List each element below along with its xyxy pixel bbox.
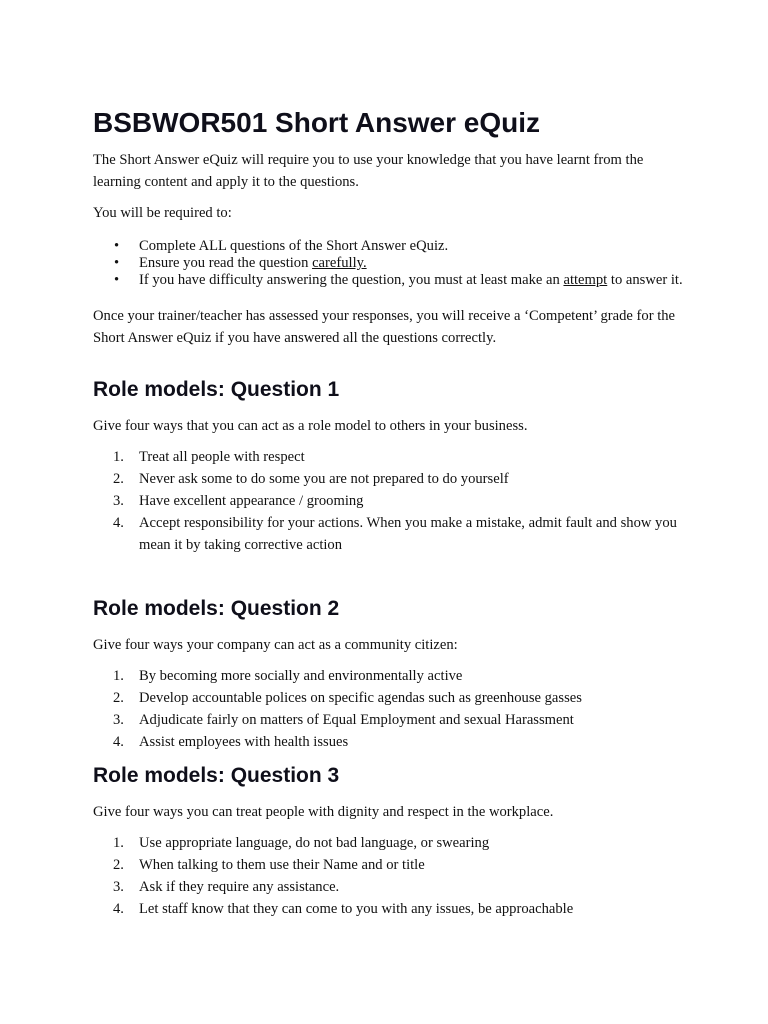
emphasis-underlined: attempt	[563, 272, 608, 288]
answer-number: 4.	[113, 734, 124, 750]
answer-item	[93, 468, 683, 490]
answer-item	[93, 876, 683, 898]
answer-text: Adjudicate fairly on matters of Equal Employment and sexual Harassment	[139, 712, 574, 728]
answer-list	[93, 665, 683, 753]
answer-item	[93, 687, 683, 709]
list-item	[93, 255, 683, 272]
answer-number: 1.	[113, 668, 124, 684]
answer-text: Use appropriate language, do not bad language, or swearing	[139, 835, 490, 851]
answer-text: When talking to them use their Name and or title	[139, 857, 425, 873]
answer-item	[93, 731, 683, 753]
question-2-section	[93, 596, 683, 753]
answer-text: By becoming more socially and environmentally active	[139, 668, 463, 684]
answer-number: 3.	[113, 712, 124, 728]
answer-list	[93, 832, 683, 920]
bullet-icon: •	[114, 255, 120, 271]
answer-number: 2.	[113, 471, 124, 487]
answer-item	[93, 490, 683, 512]
list-item-text-suffix: to answer it.	[607, 272, 683, 288]
closing-paragraph: Once your trainer/teacher has assessed your responses, you will receive a ‘Competent’ grade for the Short Answer eQuiz if you have answered all the questions correctly.	[93, 308, 676, 346]
question-prompt: Give four ways that you can act as a role model to others in your business.	[93, 418, 528, 434]
intro-section	[93, 149, 683, 349]
answer-text: Accept responsibility for your actions. When you make a mistake, admit fault and show you mean it by taking corrective action	[139, 515, 677, 553]
answer-number: 4.	[113, 515, 124, 531]
bullet-icon: •	[114, 238, 120, 254]
answer-number: 1.	[113, 449, 124, 465]
intro-paragraph: The Short Answer eQuiz will require you to use your knowledge that you have learnt from the learning content and apply it to the questions.	[93, 152, 644, 190]
bullet-icon: •	[114, 272, 120, 288]
question-1-section	[93, 377, 683, 556]
emphasis-underlined: carefully.	[312, 255, 367, 271]
answer-text: Develop accountable polices on specific agendas such as greenhouse gasses	[139, 690, 582, 706]
page-title: BSBWOR501 Short Answer eQuiz	[93, 107, 541, 138]
answer-item	[93, 832, 683, 854]
answer-item	[93, 898, 683, 920]
answer-item	[93, 446, 683, 468]
answer-number: 1.	[113, 835, 124, 851]
answer-number: 3.	[113, 493, 124, 509]
answer-item	[93, 665, 683, 687]
question-heading: Role models: Question 2	[93, 597, 340, 620]
answer-number: 2.	[113, 857, 124, 873]
answer-list	[93, 446, 683, 556]
answer-text: Never ask some to do some you are not prepared to do yourself	[139, 471, 509, 487]
question-heading: Role models: Question 3	[93, 764, 340, 787]
list-item	[93, 272, 683, 289]
answer-item	[93, 709, 683, 731]
requirements-list	[93, 238, 683, 289]
list-item-text: If you have difficulty answering the question, you must at least make an	[139, 272, 564, 288]
answer-item	[93, 854, 683, 876]
answer-text: Assist employees with health issues	[139, 734, 349, 750]
answer-text: Treat all people with respect	[139, 449, 305, 465]
answer-text: Let staff know that they can come to you with any issues, be approachable	[139, 901, 574, 917]
list-item-text: Ensure you read the question	[139, 255, 313, 271]
required-label: You will be required to:	[93, 205, 232, 221]
question-heading: Role models: Question 1	[93, 378, 340, 401]
list-item-text: Complete ALL questions of the Short Answer eQuiz.	[139, 238, 449, 254]
question-prompt: Give four ways your company can act as a community citizen:	[93, 637, 458, 653]
question-3-section	[93, 763, 683, 920]
list-item	[93, 238, 683, 255]
answer-text: Have excellent appearance / grooming	[139, 493, 364, 509]
answer-number: 2.	[113, 690, 124, 706]
answer-text: Ask if they require any assistance.	[139, 879, 340, 895]
answer-number: 3.	[113, 879, 124, 895]
answer-item	[93, 512, 683, 556]
answer-number: 4.	[113, 901, 124, 917]
question-prompt: Give four ways you can treat people with dignity and respect in the workplace.	[93, 804, 554, 820]
